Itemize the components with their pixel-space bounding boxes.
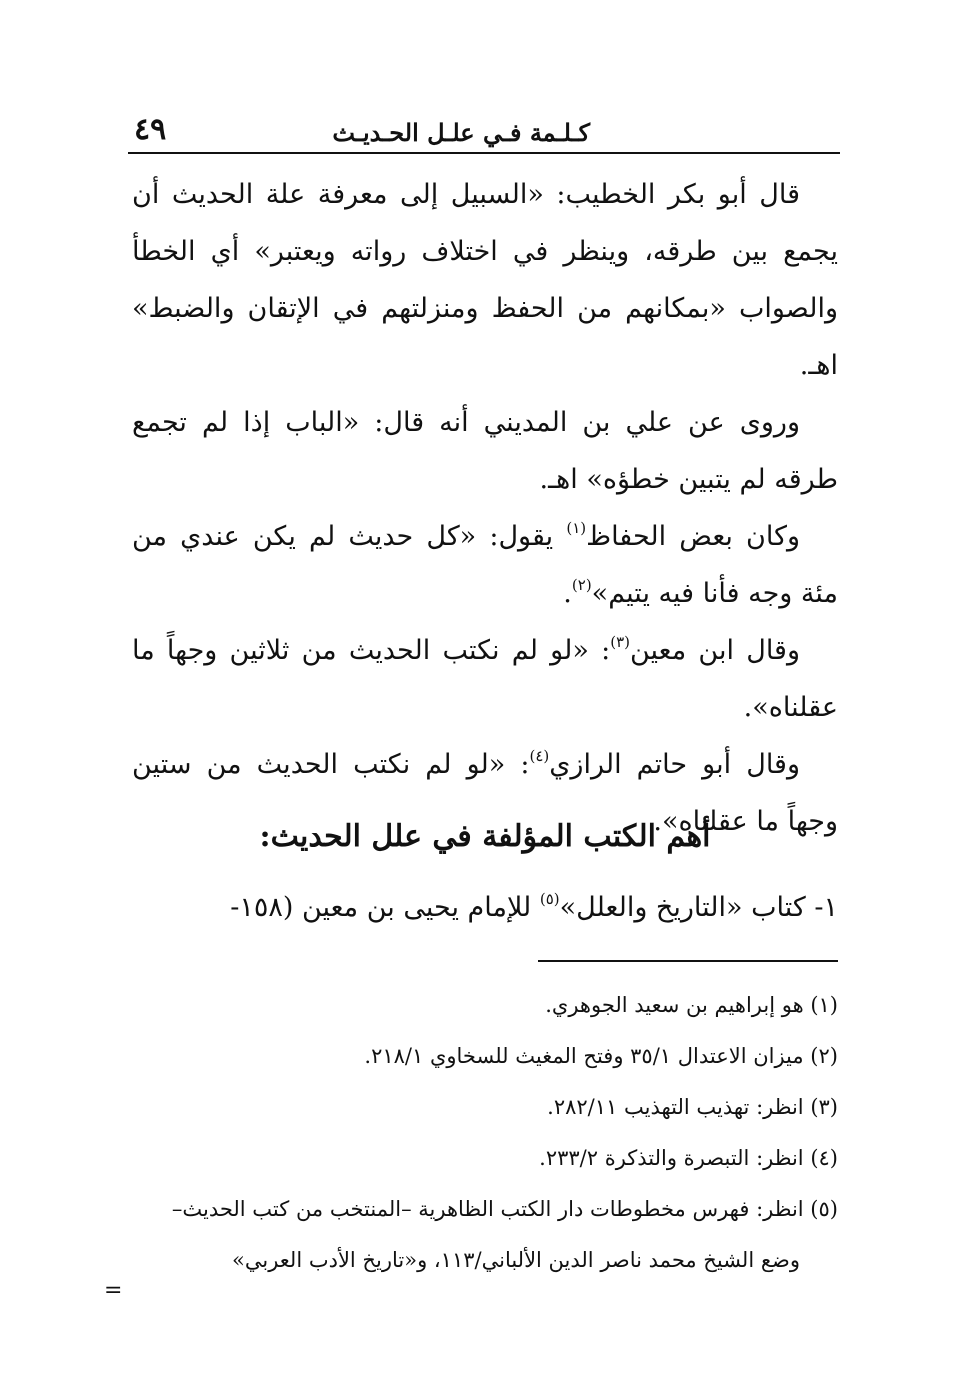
footnote-ref-5[interactable]: (٥) (539, 890, 560, 908)
footnote-ref-1[interactable]: (١) (566, 519, 587, 537)
list-item-text: ١- كتاب «التاريخ والعلل» (559, 892, 838, 923)
paragraph-text: : «لو لم نكتب الحديث من ستين وجهاً ما عقلناه». (132, 749, 838, 837)
page-number: ٤٩ (134, 112, 167, 147)
footnotes (132, 980, 838, 1286)
section-heading: أهم الكتب المؤلفة في علل الحديث: (259, 819, 711, 854)
continuation-mark: = (104, 1278, 123, 1303)
paragraph-text: . (563, 578, 572, 609)
paragraph-text: وروى عن علي بن المديني أنه قال: «الباب إذا لم تجمع طرقه لم يتبين خطؤه» اهـ. (132, 407, 838, 495)
footnote-ref-4[interactable]: (٤) (529, 747, 550, 765)
paragraph-text: وقال ابن معين (629, 635, 800, 666)
paragraph-text: يقول: «كل حديث لم يكن عندي من مئة وجه فأنا فيه يتيم» (132, 521, 838, 609)
list-item-text: للإمام يحيى بن معين (١٥٨- (230, 892, 540, 923)
paragraph-huffaz-quote (132, 508, 838, 622)
footnote-3: (٣) انظر: تهذيب التهذيب ٢٨٢/١١. (547, 1095, 838, 1119)
paragraph-ibn-main-quote (132, 622, 838, 736)
header-title: كـلـمة فـي علـل الحـديـث (332, 118, 590, 147)
body-text (132, 166, 838, 850)
footnote-ref-2[interactable]: (٢) (571, 576, 592, 594)
footnote-5-continued: وضع الشيخ محمد ناصر الدين الألباني/١١٣، و«تاريخ الأدب العربي» (232, 1248, 800, 1272)
running-header (128, 112, 840, 154)
footnote-2: (٢) ميزان الاعتدال ٣٥/١ وفتح المغيث للسخاوي ٢١٨/١. (364, 1044, 838, 1068)
footnote-1: (١) هو إبراهيم بن سعيد الجوهري. (545, 993, 838, 1017)
paragraph-text: وكان بعض الحفاظ (586, 521, 800, 552)
header-rule (128, 152, 840, 154)
paragraph-madini-quote (132, 394, 838, 508)
footnote-5: (٥) انظر: فهرس مخطوطات دار الكتب الظاهرية –المنتخب من كتب الحديث– (171, 1197, 838, 1221)
paragraph-khatib-quote (132, 166, 838, 394)
paragraph-text: : «لو لم نكتب الحديث من ثلاثين وجهاً ما عقلناه». (132, 635, 838, 723)
book-list-item (132, 886, 838, 930)
footnote-separator (538, 960, 838, 962)
paragraph-text: قال أبو بكر الخطيب: «السبيل إلى معرفة علة الحديث أن يجمع بين طرقه، وينظر في اختلاف رواته ويعتبر» أي الخطأ والصواب «بمكانهم من الحفظ ومنزلتهم في الإتقان والضبط» اهـ. (132, 179, 838, 381)
paragraph-text: وقال أبو حاتم الرازي (549, 749, 800, 780)
footnote-ref-3[interactable]: (٣) (610, 633, 630, 651)
footnote-4: (٤) انظر: التبصرة والتذكرة ٢٣٣/٢. (539, 1146, 838, 1170)
